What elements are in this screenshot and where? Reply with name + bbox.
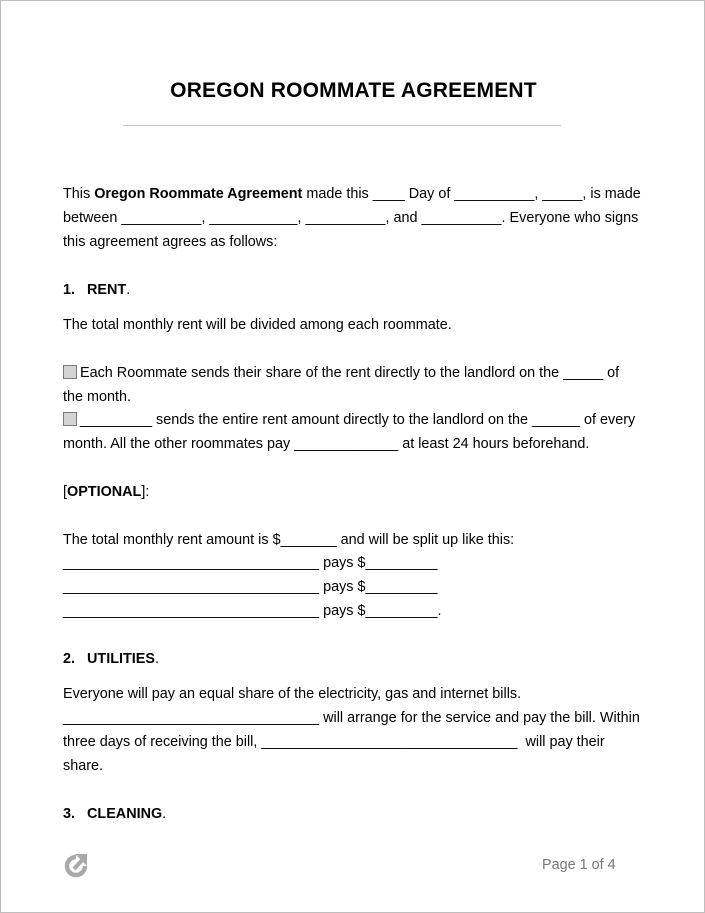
pays-row: ________________________________ pays $_________. (63, 603, 442, 619)
section-2-heading: 2. UTILITIES. (63, 651, 159, 667)
rent-option-2: _________ sends the entire rent amount directly to the landlord on the ______ of every (63, 412, 635, 429)
section-1-heading: 1. RENT. (63, 282, 131, 298)
rent-option-1: Each Roommate sends their share of the rent directly to the landlord on the _____ of (63, 365, 619, 382)
title-divider (123, 125, 561, 126)
rent-option-2-cont: month. All the other roommates pay _____________ at least 24 hours beforehand. (63, 436, 590, 452)
utilities-line-4: share. (63, 758, 103, 774)
page-number: Page 1 of 4 (542, 857, 616, 873)
rent-paragraph: The total monthly rent will be divided among each roommate. (63, 317, 452, 333)
arrow-logo-icon (63, 852, 89, 880)
section-3-heading: 3. CLEANING. (63, 806, 167, 822)
utilities-line-1: Everyone will pay an equal share of the electricity, gas and internet bills. (63, 686, 522, 702)
rent-option-1-cont: the month. (63, 389, 131, 405)
intro-line-2: between __________, ___________, __________, and __________. Everyone who signs (63, 210, 639, 226)
utilities-line-3: three days of receiving the bill, ________________________________ will pay their (63, 734, 605, 750)
agreement-name: Oregon Roommate Agreement (94, 186, 303, 202)
utilities-line-2: ________________________________ will arrange for the service and pay the bill. Within (63, 710, 640, 726)
pays-row: ________________________________ pays $_________ (63, 579, 438, 595)
document-title: OREGON ROOMMATE AGREEMENT (170, 79, 537, 102)
rent-option-1-checkbox[interactable] (63, 365, 77, 379)
pays-row: ________________________________ pays $_________ (63, 555, 438, 571)
intro-line-3: this agreement agrees as follows: (63, 234, 278, 250)
optional-label: [OPTIONAL]: (63, 484, 150, 500)
rent-option-2-checkbox[interactable] (63, 412, 77, 426)
total-rent-line: The total monthly rent amount is $_______ and will be split up like this: (63, 532, 515, 548)
intro-line-1: This Oregon Roommate Agreement made this ____ Day of __________, _____, is made (63, 186, 641, 202)
